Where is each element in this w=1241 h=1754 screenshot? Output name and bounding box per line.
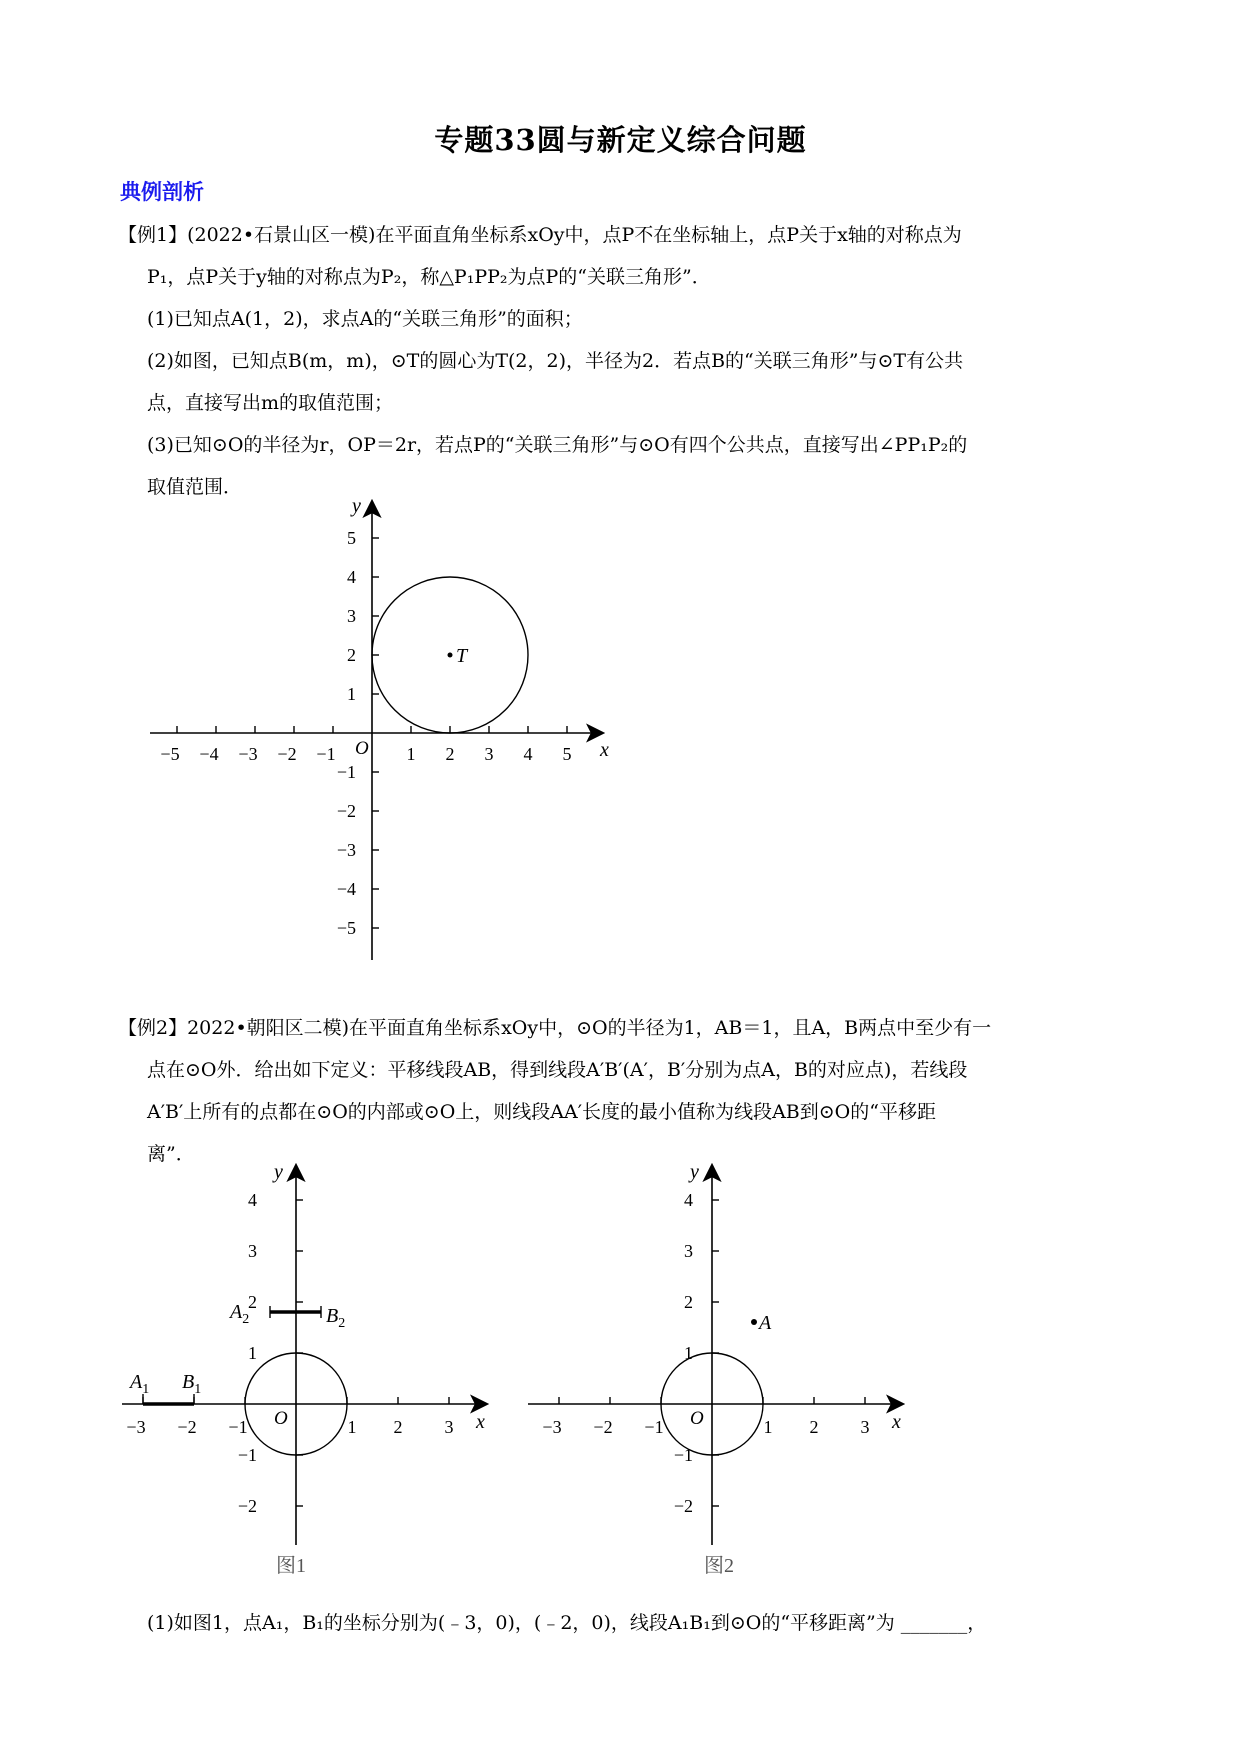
y-tick-label: 4 [684,1190,693,1210]
x-tick-label: 3 [444,1417,454,1437]
x-tick-label: 1 [347,1417,357,1437]
y-tick-label: 2 [347,645,356,665]
y-tick-label: 1 [248,1343,257,1363]
example1-line-5: 点，直接写出m的取值范围； [147,392,394,414]
y-tick-label: 4 [347,567,356,587]
y-tick-label: 3 [248,1241,257,1261]
x-tick-label: 2 [445,744,455,764]
x-tick-label: −2 [593,1417,613,1437]
y-axis-label: y [690,1161,699,1183]
example2-line-2: 点在⊙O外．给出如下定义：平移线段AB，得到线段A′B′(A′，B′分别为点A，B的对应点)，若线段 [147,1059,968,1081]
y-tick-label: −5 [336,918,356,938]
x-tick-label: 5 [562,744,572,764]
point-label-a1: $A_1$ [130,1371,150,1397]
page-title: 专题33圆与新定义综合问题 [434,123,807,157]
y-tick-label: 5 [347,528,356,548]
point-a [751,1319,757,1325]
y-tick-label: 3 [347,606,356,626]
point-label-b1: $B_1$ [182,1371,202,1397]
x-tick-label: 1 [763,1417,773,1437]
y-tick-label: −2 [237,1496,257,1516]
origin-label: O [274,1408,288,1429]
y-tick-label: −3 [336,840,356,860]
x-tick-label: 2 [393,1417,403,1437]
y-tick-label: 4 [248,1190,257,1210]
x-tick-label: −2 [177,1417,197,1437]
x-tick-label: −2 [277,744,297,764]
center-point-t [448,653,453,658]
y-tick-label: −2 [673,1496,693,1516]
x-axis-label: x [600,739,609,761]
figure-caption: 图2 [704,1555,734,1577]
point-label-a: A [759,1312,772,1334]
point-label-a2: $A_2$ [230,1301,250,1327]
y-axis-label: y [352,495,361,517]
example1-line-4: (2)如图，已知点B(m，m)，⊙T的圆心为T(2，2)，半径为2．若点B的“关联三角形”与⊙T有公共 [147,350,964,372]
x-tick-label: −3 [238,744,258,764]
origin-label: O [355,738,369,759]
example1-line-1: 【例1】(2022•石景山区一模)在平面直角坐标系xOy中，点P不在坐标轴上，点P关于x轴的对称点为 [118,224,962,246]
y-tick-label: −2 [336,801,356,821]
x-tick-label: 1 [406,744,416,764]
x-tick-label: −3 [126,1417,146,1437]
x-tick-label: −5 [160,744,180,764]
x-tick-label: 3 [860,1417,870,1437]
point-label-b2: $B_2$ [326,1305,346,1331]
x-tick-label: 4 [523,744,533,764]
example2-line-4: 离”． [147,1143,195,1165]
y-tick-label: 2 [248,1292,257,1312]
figure-caption: 图1 [276,1555,306,1577]
center-label-t: T [456,645,468,667]
example2-line-3: A′B′上所有的点都在⊙O的内部或⊙O上，则线段AA′长度的最小值称为线段AB到⊙O的“平移距 [147,1101,936,1123]
y-tick-label: 3 [684,1241,693,1261]
x-tick-label: −1 [644,1417,664,1437]
section-heading: 典例剖析 [120,179,204,204]
y-tick-label: −1 [237,1445,257,1465]
x-tick-label: 3 [484,744,494,764]
x-tick-label: −1 [228,1417,248,1437]
example2-line-1: 【例2】2022•朝阳区二模)在平面直角坐标系xOy中，⊙O的半径为1，AB＝1，且A，B两点中至少有一 [118,1017,992,1039]
x-tick-label: −4 [199,744,219,764]
coordinate-figure-2 [112,1160,512,1580]
question-1: (1)如图1，点A₁，B₁的坐标分别为(﹣3，0)，(﹣2，0)，线段A₁B₁到⊙O的“平移距离”为 _______， [147,1612,987,1634]
coordinate-figure-3 [528,1160,928,1580]
y-tick-label: −1 [673,1445,693,1465]
x-tick-label: −3 [542,1417,562,1437]
origin-label: O [690,1408,704,1429]
example1-line-7: 取值范围． [147,476,243,498]
y-tick-label: −4 [336,879,356,899]
y-tick-label: 2 [684,1292,693,1312]
y-tick-label: 1 [347,684,356,704]
example1-line-2: P₁，点P关于y轴的对称点为P₂，称△P₁PP₂为点P的“关联三角形”． [147,266,711,288]
example1-line-6: (3)已知⊙O的半径为r，OP＝2r，若点P的“关联三角形”与⊙O有四个公共点，直接写出∠PP₁P₂的 [147,434,968,456]
example1-line-3: (1)已知点A(1，2)，求点A的“关联三角形”的面积； [147,308,583,330]
x-tick-label: −1 [316,744,336,764]
x-axis-label: x [476,1411,485,1433]
y-tick-label: −1 [336,762,356,782]
x-axis-label: x [892,1411,901,1433]
x-tick-label: 2 [809,1417,819,1437]
y-tick-label: 1 [684,1343,693,1363]
y-axis-label: y [274,1161,283,1183]
coordinate-figure-1 [130,490,630,970]
